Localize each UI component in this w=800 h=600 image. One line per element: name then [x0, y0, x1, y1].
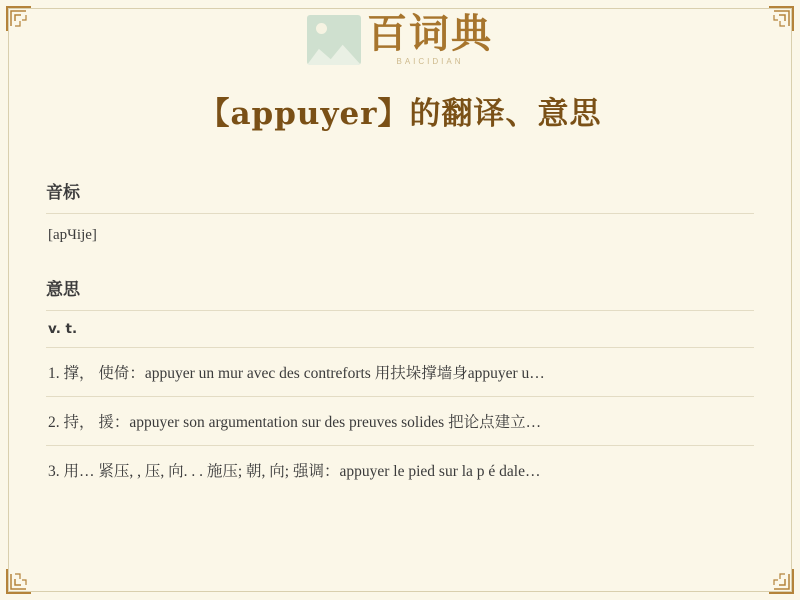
- corner-ornament-bottom-right-icon: [768, 568, 794, 594]
- logo-english-text: BAICIDIAN: [396, 57, 464, 66]
- page-title: 【appuyer】的翻译、意思: [198, 96, 602, 132]
- section-heading-meaning: 意思: [46, 280, 80, 300]
- definition-item: 3. 用… 紧压, , 压, 向. . . 施压; 朝, 向; 强调：appuyer le pied sur la p é dale…: [46, 445, 754, 494]
- section-heading-phonetic: 音标: [46, 183, 80, 203]
- baicidian-logo-icon: [307, 15, 361, 65]
- phonetic-value: [apЧije]: [46, 213, 754, 257]
- definition-item: 1. 撑， 使倚：appuyer un mur avec des contreforts 用扶垛撑墙身appuyer u…: [46, 347, 754, 396]
- part-of-speech-label: v. t.: [46, 310, 754, 347]
- site-logo[interactable]: [0, 10, 800, 66]
- definition-item: 2. 持， 援：appuyer son argumentation sur des preuves solides 把论点建立…: [46, 396, 754, 445]
- entry-content: [46, 160, 754, 494]
- logo-chinese-text: 百词典: [367, 10, 493, 57]
- corner-ornament-bottom-left-icon: [6, 568, 32, 594]
- logo-wordmark: [367, 10, 493, 66]
